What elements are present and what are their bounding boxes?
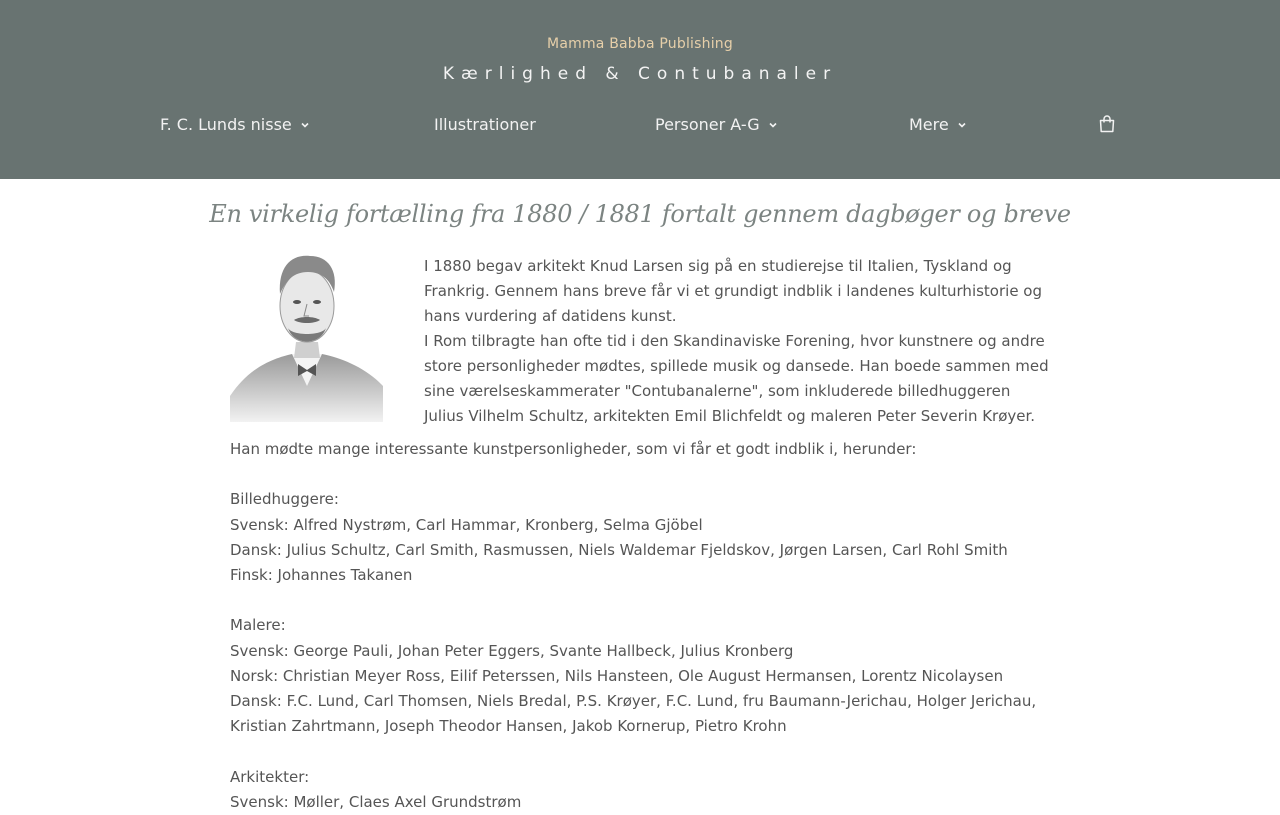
- blank-line: [230, 739, 1060, 764]
- text-line: Dansk: Julius Schultz, Carl Smith, Rasmussen, Niels Waldemar Fjeldskov, Jørgen Larsen, Carl Rohl Smith: [230, 540, 1008, 559]
- text-line: Kristian Zahrtmann, Joseph Theodor Hansen, Jakob Kornerup, Pietro Krohn: [230, 717, 787, 736]
- chevron-down-icon: [300, 120, 310, 130]
- intro-text: [424, 254, 1054, 429]
- nav-item-label: Mere: [909, 115, 949, 134]
- shopping-bag-icon[interactable]: [1097, 114, 1117, 134]
- section-heading-billedhuggere: Billedhuggere:: [230, 490, 339, 509]
- body-text: [230, 437, 1060, 815]
- nav-item-mere[interactable]: [909, 115, 967, 134]
- text-line: Svensk: George Pauli, Johan Peter Eggers, Svante Hallbeck, Julius Kronberg: [230, 641, 794, 660]
- portrait-image: [230, 246, 383, 422]
- nav-item-label: F. C. Lunds nisse: [160, 115, 292, 134]
- nav-item-label: Illustrationer: [434, 115, 536, 134]
- text-line: Svensk: Alfred Nystrøm, Carl Hammar, Kronberg, Selma Gjöbel: [230, 515, 703, 534]
- chevron-down-icon: [957, 120, 967, 130]
- chevron-down-icon: [768, 120, 778, 130]
- blank-line: [230, 462, 1060, 487]
- page-headline: En virkelig fortælling fra 1880 / 1881 fortalt gennem dagbøger og breve: [209, 200, 1071, 228]
- nav-item-fc-lunds-nisse[interactable]: [160, 115, 310, 134]
- text-line: Svensk: Møller, Claes Axel Grundstrøm: [230, 792, 522, 811]
- text-line: Dansk: F.C. Lund, Carl Thomsen, Niels Bredal, P.S. Krøyer, F.C. Lund, fru Baumann-Jerichau, Holger Jerichau,: [230, 692, 1037, 710]
- nav-item-illustrationer[interactable]: [434, 115, 536, 134]
- publisher-name[interactable]: Mamma Babba Publishing: [547, 36, 733, 52]
- site-header: [0, 0, 1280, 179]
- intro-paragraph: I 1880 begav arkitekt Knud Larsen sig på en studierejse til Italien, Tyskland og Frankrig. Gennem hans breve får vi et grundigt indblik i landenes kulturhistorie og hans vurdering af datidens kunst.: [424, 257, 1043, 325]
- text-line: Han mødte mange interessante kunstpersonligheder, som vi får et godt indblik i, herunder:: [230, 440, 917, 458]
- site-title[interactable]: Kærlighed & Contubanaler: [442, 64, 838, 84]
- section-heading-malere: Malere:: [230, 616, 286, 635]
- nav-item-label: Personer A-G: [655, 115, 760, 134]
- text-line: Finsk: Johannes Takanen: [230, 566, 413, 584]
- intro-paragraph: I Rom tilbragte han ofte tid i den Skandinaviske Forening, hvor kunstnere og andre store personligheder mødtes, spillede musik og dansede. Han boede sammen med sine værelseskammerater "Contubanalerne", som inkluderede billedhuggeren Julius Vilhelm Schultz, arkitekten Emil Blichfeldt og maleren Peter Severin Krøyer.: [424, 332, 1049, 425]
- text-line: Norsk: Christian Meyer Ross, Eilif Peterssen, Nils Hansteen, Ole August Hermansen, Lorentz Nicolaysen: [230, 666, 1004, 685]
- section-heading-arkitekter: Arkitekter:: [230, 767, 310, 786]
- nav-item-personer-a-g[interactable]: [655, 115, 778, 134]
- blank-line: [230, 588, 1060, 613]
